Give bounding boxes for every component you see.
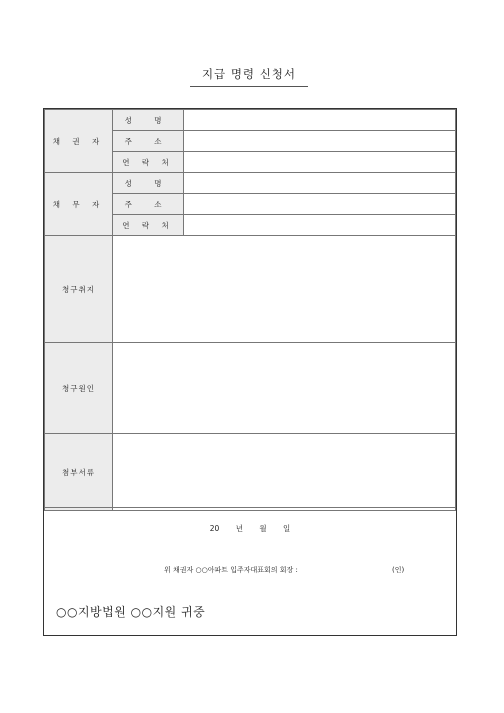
signature-area: [44, 507, 456, 635]
applicant-line: 위 채권자 ○○아파트 입주자대표회의 회장 :: [164, 566, 298, 574]
date-day-unit: 일: [282, 524, 291, 533]
debtor-label: 채 무 자: [45, 173, 113, 236]
debtor-contact-label: 연 락 처: [113, 215, 184, 236]
debtor-name-label: 성 명: [113, 173, 184, 194]
court-addressee: ○○지방법원 ○○지원 귀중: [56, 605, 206, 619]
attachments-label: 첨부서류: [45, 434, 113, 511]
claim-cause-label: 청구원인: [45, 343, 113, 434]
debtor-contact-field[interactable]: [184, 215, 456, 236]
creditor-name-field[interactable]: [184, 110, 456, 131]
debtor-name-field[interactable]: [184, 173, 456, 194]
application-date: [44, 523, 456, 534]
debtor-address-field[interactable]: [184, 194, 456, 215]
creditor-address-label: 주 소: [113, 131, 184, 152]
creditor-label: 채 권 자: [45, 110, 113, 173]
claim-purpose-label: 청구취지: [45, 236, 113, 343]
creditor-name-label: 성 명: [113, 110, 184, 131]
seal-mark: (인): [392, 566, 405, 574]
date-month-unit: 월: [259, 524, 267, 533]
document-title: 지급 명령 신청서: [190, 64, 308, 87]
creditor-address-field[interactable]: [184, 131, 456, 152]
creditor-contact-label: 연 락 처: [113, 152, 184, 173]
date-year-unit: 년: [235, 524, 243, 533]
claim-cause-field[interactable]: [113, 343, 456, 434]
form-table: [44, 109, 456, 511]
claim-purpose-field[interactable]: [113, 236, 456, 343]
date-year: 20: [209, 524, 220, 533]
attachments-field[interactable]: [113, 434, 456, 511]
creditor-contact-field[interactable]: [184, 152, 456, 173]
application-form: [43, 108, 457, 636]
debtor-address-label: 주 소: [113, 194, 184, 215]
